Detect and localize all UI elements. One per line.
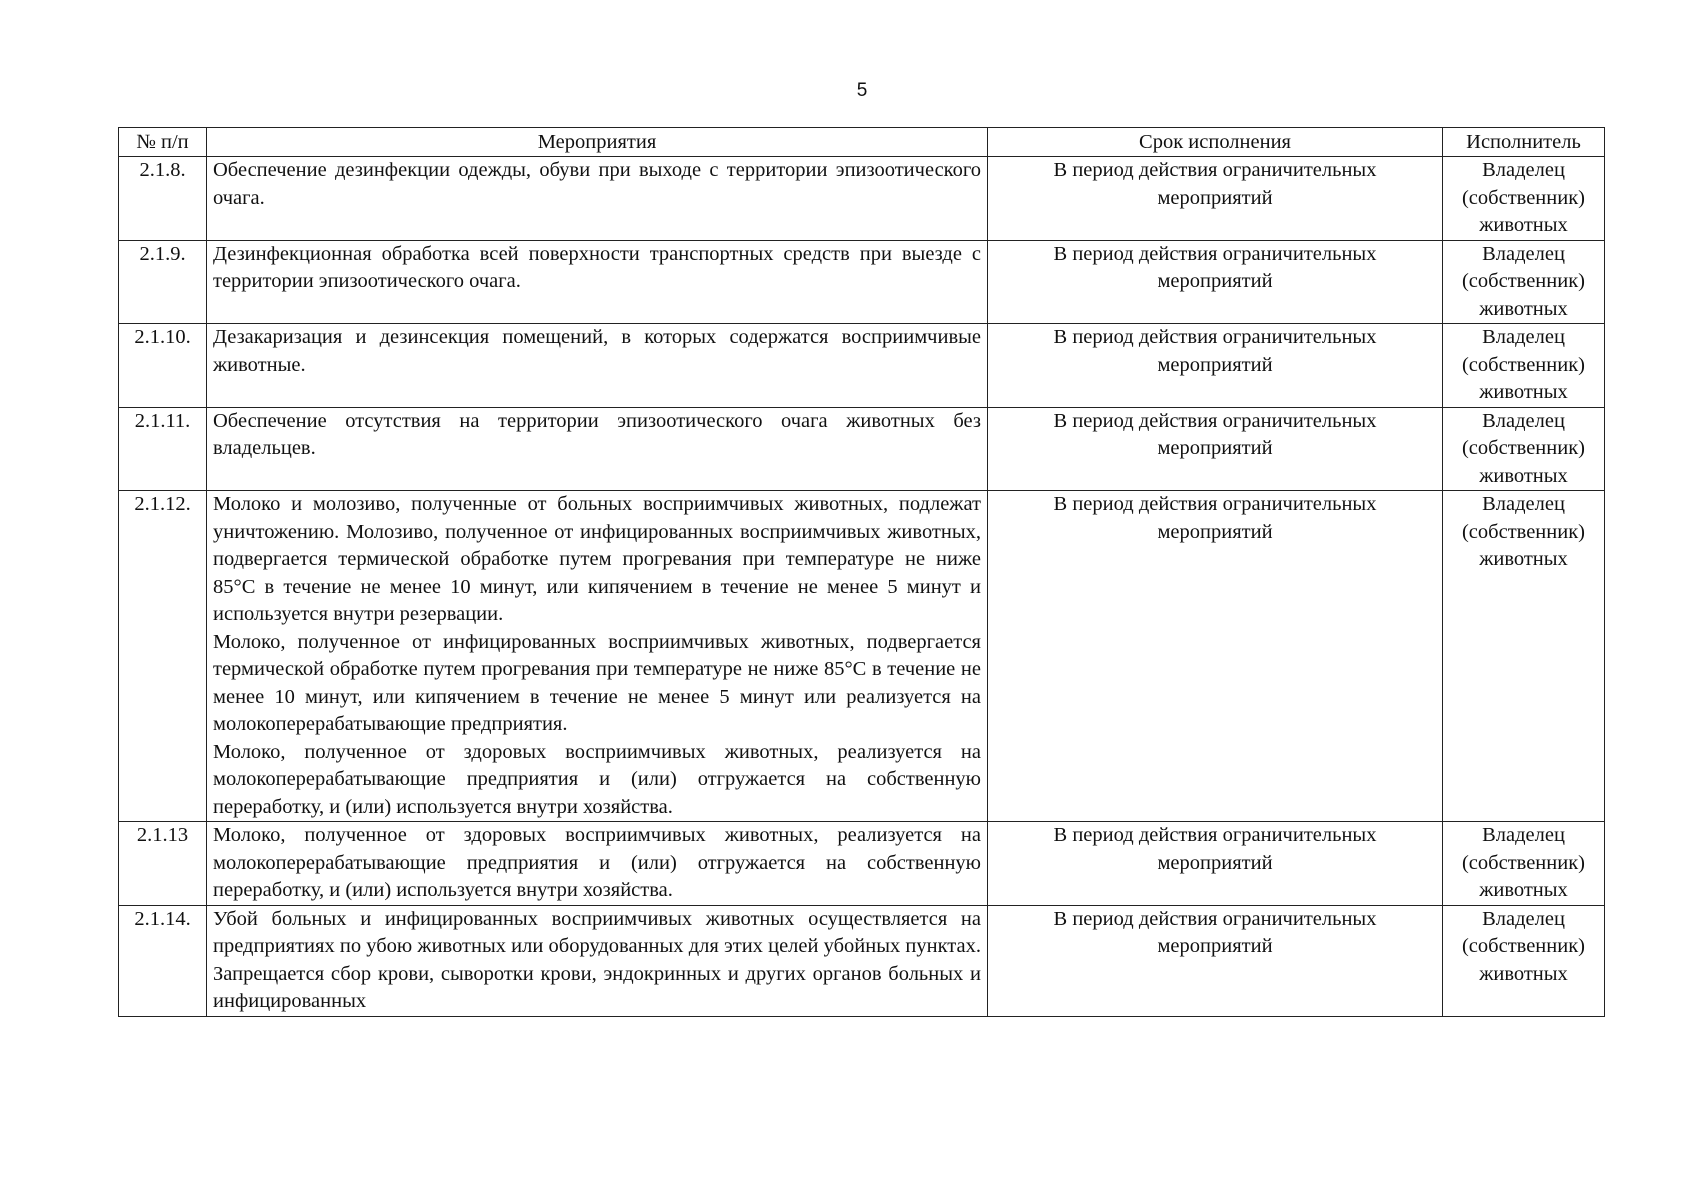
row-executor: Владелец (собственник) животных xyxy=(1443,324,1605,408)
activity-paragraph: Убой больных и инфицированных восприимчивых животных осуществляется на предприятиях по убою животных или оборудованных для этих целей убойных пунктах. Запрещается сбор крови, сыворотки крови, эндокринных и других органов больных и инфицированных xyxy=(213,907,981,1012)
header-num: № п/п xyxy=(119,128,207,157)
activity-paragraph: Дезинфекционная обработка всей поверхности транспортных средств при выезде с территории эпизоотического очага. xyxy=(213,242,981,292)
row-number: 2.1.10. xyxy=(119,324,207,408)
row-term: В период действия ограничительных мероприятий xyxy=(988,407,1443,491)
row-activity xyxy=(207,157,988,241)
row-executor: Владелец (собственник) животных xyxy=(1443,240,1605,324)
row-activity xyxy=(207,822,988,906)
row-term: В период действия ограничительных мероприятий xyxy=(988,822,1443,906)
measures-table xyxy=(118,127,1605,1017)
row-number: 2.1.11. xyxy=(119,407,207,491)
activity-paragraph: Молоко, полученное от здоровых восприимчивых животных, реализуется на молокоперерабатывающие предприятия и (или) отгружается на собственную переработку, и (или) используется внутри хозяйства. xyxy=(213,824,981,901)
row-activity xyxy=(207,324,988,408)
header-activity: Мероприятия xyxy=(207,128,988,157)
header-term: Срок исполнения xyxy=(988,128,1443,157)
header-executor: Исполнитель xyxy=(1443,128,1605,157)
activity-paragraph: Молоко, полученное от здоровых восприимчивых животных, реализуется на молокоперерабатывающие предприятия и (или) отгружается на собственную переработку, и (или) используется внутри хозяйства. xyxy=(213,740,981,818)
table-header-row xyxy=(119,128,1605,157)
row-term: В период действия ограничительных мероприятий xyxy=(988,157,1443,241)
row-executor: Владелец (собственник) животных xyxy=(1443,822,1605,906)
row-number: 2.1.12. xyxy=(119,491,207,822)
row-term: В период действия ограничительных мероприятий xyxy=(988,324,1443,408)
row-number: 2.1.8. xyxy=(119,157,207,241)
table-row xyxy=(119,407,1605,491)
table-row xyxy=(119,157,1605,241)
row-number: 2.1.9. xyxy=(119,240,207,324)
table-row xyxy=(119,240,1605,324)
activity-paragraph: Молоко и молозиво, полученные от больных восприимчивых животных, подлежат уничтожению. Молозиво, полученное от инфицированных восприимчивых животных, подвергается термической обработке путем прогревания при температуре не ниже 85°С в течение не менее 10 минут, или кипячением в течение не менее 5 минут и используется внутри резервации. xyxy=(213,493,981,625)
activity-paragraph: Дезакаризация и дезинсекция помещений, в которых содержатся восприимчивые животные. xyxy=(213,326,981,376)
row-activity xyxy=(207,240,988,324)
table-row xyxy=(119,324,1605,408)
table-row xyxy=(119,491,1605,822)
activity-paragraph: Обеспечение отсутствия на территории эпизоотического очага животных без владельцев. xyxy=(213,409,981,459)
row-executor: Владелец (собственник) животных xyxy=(1443,905,1605,1016)
page-number: 5 xyxy=(856,80,868,101)
row-number: 2.1.14. xyxy=(119,905,207,1016)
row-term: В период действия ограничительных мероприятий xyxy=(988,240,1443,324)
table-row xyxy=(119,822,1605,906)
table-row xyxy=(119,905,1605,1016)
row-activity xyxy=(207,491,988,822)
row-activity xyxy=(207,905,988,1016)
activity-paragraph: Молоко, полученное от инфицированных восприимчивых животных, подвергается термической обработке путем прогревания при температуре не ниже 85°С в течение не менее 10 минут, или кипячением в течение не менее 5 минут или реализуется на молокоперерабатывающие предприятия. xyxy=(213,630,981,735)
row-number: 2.1.13 xyxy=(119,822,207,906)
row-executor: Владелец (собственник) животных xyxy=(1443,157,1605,241)
row-term: В период действия ограничительных мероприятий xyxy=(988,491,1443,822)
row-executor: Владелец (собственник) животных xyxy=(1443,491,1605,822)
row-activity xyxy=(207,407,988,491)
row-executor: Владелец (собственник) животных xyxy=(1443,407,1605,491)
row-term: В период действия ограничительных мероприятий xyxy=(988,905,1443,1016)
activity-paragraph: Обеспечение дезинфекции одежды, обуви при выходе с территории эпизоотического очага. xyxy=(213,159,981,209)
